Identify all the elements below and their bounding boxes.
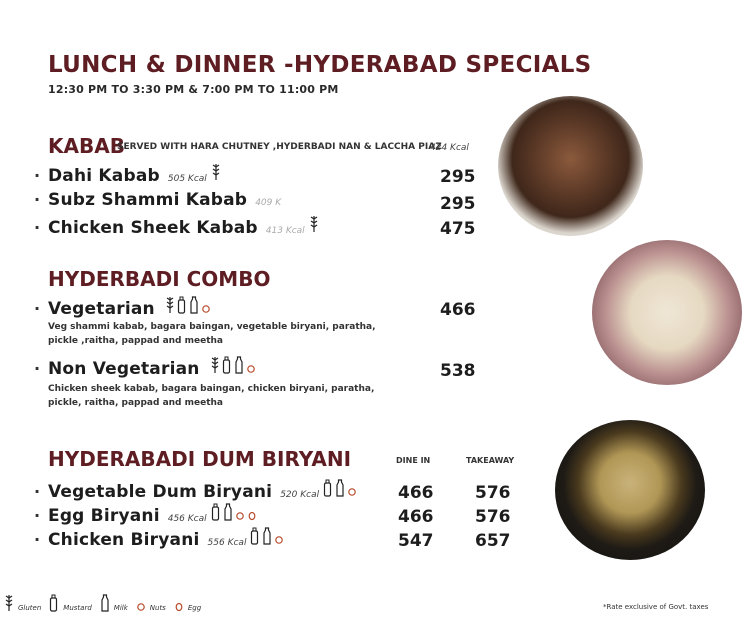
legend-gluten-label: Gluten (18, 604, 42, 612)
mustard-icon (222, 356, 232, 374)
item-price: 295 (440, 194, 476, 214)
kabab-note-kcal: 424 Kcal (430, 143, 469, 153)
milk-icon (262, 527, 272, 545)
gluten-icon (211, 163, 221, 181)
item-description: Veg shammi kabab, bagara baingan, vegetable biryani, paratha, pickle ,raitha, pappad and meetha (48, 322, 376, 346)
nuts-icon (201, 296, 211, 314)
biryani-section-title: HYDERABADI DUM BIRYANI (48, 447, 352, 471)
item-name: Chicken Biryani (48, 530, 200, 550)
nuts-icon (235, 503, 245, 521)
service-timing: 12:30 PM TO 3:30 PM & 7:00 PM TO 11:00 PM (48, 83, 339, 96)
mustard-icon (49, 594, 59, 612)
menu-item-vegetarian-combo (34, 296, 211, 319)
takeaway-column-header: TAKEAWAY (466, 456, 515, 465)
combo-section-title: HYDERBADI COMBO (48, 267, 271, 291)
item-kcal: 520 Kcal (280, 490, 320, 500)
gluten-icon (4, 594, 14, 612)
egg-icon (174, 594, 184, 612)
nuts-icon (136, 594, 146, 612)
bullet: · (34, 299, 41, 318)
legend-egg-label: Egg (187, 604, 202, 612)
kabab-serving-note: SERVED WITH HARA CHUTNEY ,HYDERBADI NAN & LACCHA PIAZ (117, 142, 442, 152)
dine-in-price: 466 (398, 507, 434, 527)
tax-footnote: *Rate exclusive of Govt. taxes (603, 603, 709, 611)
menu-item-chicken-sheek-kabab (34, 215, 319, 238)
menu-item-chicken-biryani (34, 527, 284, 550)
takeaway-price: 657 (475, 531, 511, 551)
menu-item-subz-shammi-kabab (34, 190, 281, 210)
legend-mustard-label: Mustard (63, 604, 92, 612)
takeaway-price: 576 (475, 507, 511, 527)
bullet: · (34, 482, 41, 501)
mustard-icon (177, 296, 187, 314)
allergen-legend (4, 594, 205, 612)
biryani-photo (555, 420, 705, 560)
dine-in-price: 466 (398, 483, 434, 503)
milk-icon (223, 503, 233, 521)
item-name: Vegetarian (48, 299, 155, 319)
item-price: 538 (440, 361, 476, 381)
item-kcal: 556 Kcal (207, 538, 247, 548)
milk-icon (234, 356, 244, 374)
item-kcal: 456 Kcal (167, 514, 207, 524)
bullet: · (34, 359, 41, 378)
menu-item-dahi-kabab (34, 163, 221, 186)
kabab-photo (498, 96, 643, 236)
bullet: · (34, 506, 41, 525)
menu-item-vegetable-dum-biryani (34, 479, 357, 502)
nuts-icon (246, 356, 256, 374)
item-description: Chicken sheek kabab, bagara baingan, chicken biryani, paratha, pickle, raitha, pappad and meetha (48, 384, 375, 408)
gluten-icon (210, 356, 220, 374)
dine-in-column-header: DINE IN (396, 456, 431, 465)
menu-item-egg-biryani (34, 503, 257, 526)
item-price: 475 (440, 219, 476, 239)
item-name: Vegetable Dum Biryani (48, 482, 273, 502)
item-name: Non Vegetarian (48, 359, 200, 379)
milk-icon (100, 594, 110, 612)
item-kcal: 413 Kcal (265, 226, 305, 236)
dine-in-price: 547 (398, 531, 434, 551)
mustard-icon (211, 503, 221, 521)
item-kcal: 409 K (255, 198, 282, 208)
kabab-section-title: KABAB (48, 134, 125, 158)
item-price: 295 (440, 167, 476, 187)
page-title: LUNCH & DINNER -HYDERABAD SPECIALS (48, 52, 592, 78)
takeaway-price: 576 (475, 483, 511, 503)
item-name: Chicken Sheek Kabab (48, 218, 258, 238)
bullet: · (34, 166, 41, 185)
milk-icon (335, 479, 345, 497)
nuts-icon (274, 527, 284, 545)
mustard-icon (250, 527, 260, 545)
gluten-icon (165, 296, 175, 314)
item-name: Egg Biryani (48, 506, 160, 526)
item-price: 466 (440, 300, 476, 320)
milk-icon (189, 296, 199, 314)
item-kcal: 505 Kcal (167, 174, 207, 184)
legend-nuts-label: Nuts (149, 604, 166, 612)
egg-icon (247, 503, 257, 521)
mustard-icon (323, 479, 333, 497)
item-name: Dahi Kabab (48, 166, 160, 186)
nuts-icon (347, 479, 357, 497)
gluten-icon (309, 215, 319, 233)
bullet: · (34, 218, 41, 237)
combo-photo (592, 240, 742, 385)
item-name: Subz Shammi Kabab (48, 190, 248, 210)
menu-item-non-vegetarian-combo (34, 356, 256, 379)
legend-milk-label: Milk (113, 604, 128, 612)
bullet: · (34, 530, 41, 549)
bullet: · (34, 190, 41, 209)
